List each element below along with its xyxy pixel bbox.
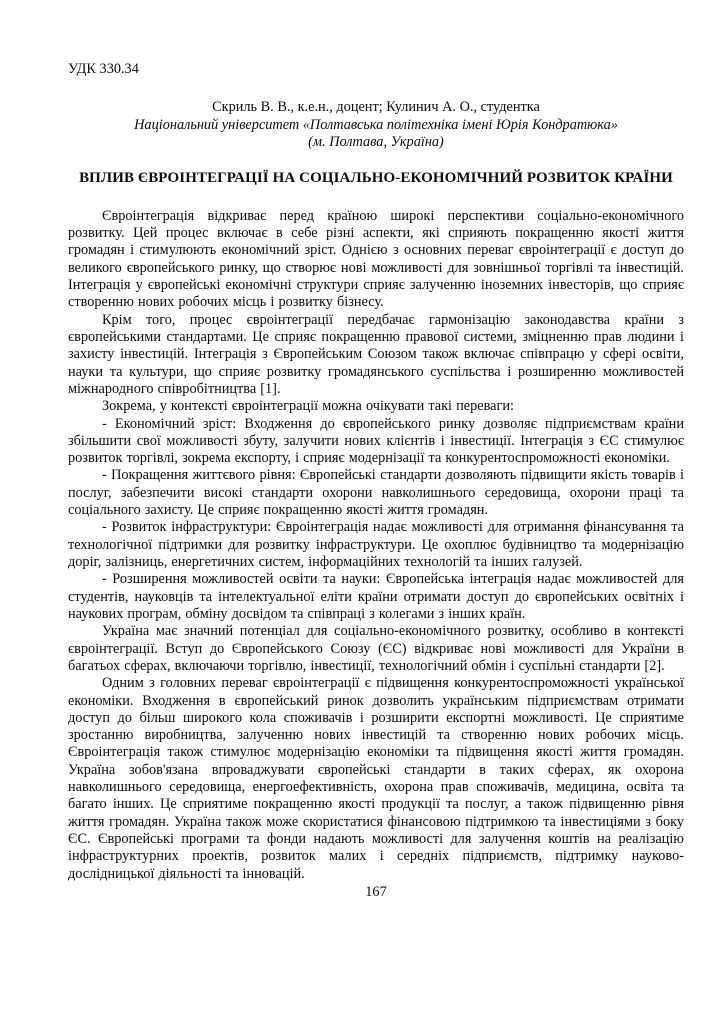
header-block	[68, 99, 684, 152]
paragraph-harmonization: Крім того, процес євроінтеграції передбачає гармонізацію законодавства країни з європейськими стандартами. Це сприяє покращенню правової системи, зміцненню прав людини і захисту інвестицій. Інтеграція з Європейським Союзом також включає співпрацю у сфері освіти, науки та культури, що сприяє розвитку громадянського суспільства і розширенню можливостей міжнародного співробітництва [1].	[68, 311, 684, 397]
list-item-education-science: - Розширення можливостей освіти та науки: Європейська інтеграція надає можливостей для студентів, науковців та інтелектуальної еліти країни отримати доступ до європейських освітніх і наукових програм, обміну досвідом та співпраці з колегами з інших країн.	[68, 571, 684, 622]
paragraph-ukraine-potential: Україна має значний потенціал для соціально-економічного розвитку, особливо в контексті євроінтеграції. Вступ до Європейського Союзу (ЄС) відкриває нові можливості для України в багатьох сферах, включаючи торгівлю, інвестиції, технологічний обмін і суспільні стандарти [2].	[68, 623, 684, 674]
udc-code: УДК 330.34	[68, 61, 139, 77]
authors-line: Скриль В. В., к.е.н., доцент; Кулинич А. О., студентка	[212, 99, 540, 115]
affiliation-line: Національний університет «Полтавська політехніка імені Юрія Кондратюка»	[134, 116, 618, 133]
article-body	[68, 208, 684, 883]
page-number: 167	[365, 883, 387, 900]
article-title: ВПЛИВ ЄВРОІНТЕГРАЦІЇ НА СОЦІАЛЬНО-ЕКОНОМІЧНИЙ РОЗВИТОК КРАЇНИ	[79, 169, 673, 186]
list-item-infrastructure: - Розвиток інфраструктури: Євроінтеграція надає можливості для отримання фінансування та технологічної підтримки для розвитку інфраструктури. Це охоплює будівництво та модернізацію доріг, залізниць, енергетичних систем, інформаційних технологій та інших галузей.	[68, 519, 684, 571]
paragraph-intro: Євроінтеграція відкриває перед країною широкі перспективи соціально-економічного розвитку. Цей процес включає в себе різні аспекти, які сприяють покращенню якості життя громадян і стимулюють економічний зріст. Однією з основних переваг євроінтеграції є доступ до великого європейського ринку, що створює нові можливості для зовнішньої торгівлі та інвестицій. Інтеграція у європейські економічні структури сприяє залученню іноземних інвесторів, що сприяє створенню нових робочих місць і розвитку бізнесу.	[68, 207, 684, 311]
location-line: (м. Полтава, Україна)	[308, 134, 444, 151]
paragraph-competitiveness: Одним з головних переваг євроінтеграції є підвищення конкурентоспроможності української економіки. Входження в європейський ринок дозволить українським підприємствам отримати доступ до більш широкого кола споживачів і розширити експортні можливості. Це сприятиме зростанню виробництва, залученню нових інвестицій та створенню нових робочих місць. Євроінтеграція також стимулює модернізацію економіки та підвищення якості життя громадян. Україна зобов'язана впроваджувати європейські стандарти в таких сферах, як охорона навколишнього середовища, енергоефективність, охорона прав споживачів, медицина, освіта та багато інших. Це сприятиме покращенню якості продукції та послуг, а також підвищенню рівня життя громадян. Україна також може скористатися фінансовою підтримкою та інвестиціями з боку ЄС. Європейські програми та фонди надають можливості для залучення коштів на реалізацію інфраструктурних проектів, розвиток малих і середніх підприємств, підтримку науково-дослідницької діяльності та інновацій.	[68, 675, 684, 882]
paragraph-advantages-intro: Зокрема, у контексті євроінтеграції можна очікувати такі переваги:	[102, 398, 514, 415]
list-item-economic-growth: - Економічний зріст: Входження до європейського ринку дозволяє підприємствам країни збільшити свої можливості збуту, залучити нових клієнтів і інвестиції. Інтеграція з ЄС стимулює розвиток торгівлі, зокрема експорту, і сприяє модернізації та конкурентоспроможності економіки.	[68, 415, 684, 467]
list-item-living-standards: - Покращення життєвого рівня: Європейські стандарти дозволяють підвищити якість товарів і послуг, забезпечити високі стандарти охорони навколишнього середовища, охорони праці та соціального захисту. Це сприяє покращенню якості життя громадян.	[68, 467, 684, 519]
